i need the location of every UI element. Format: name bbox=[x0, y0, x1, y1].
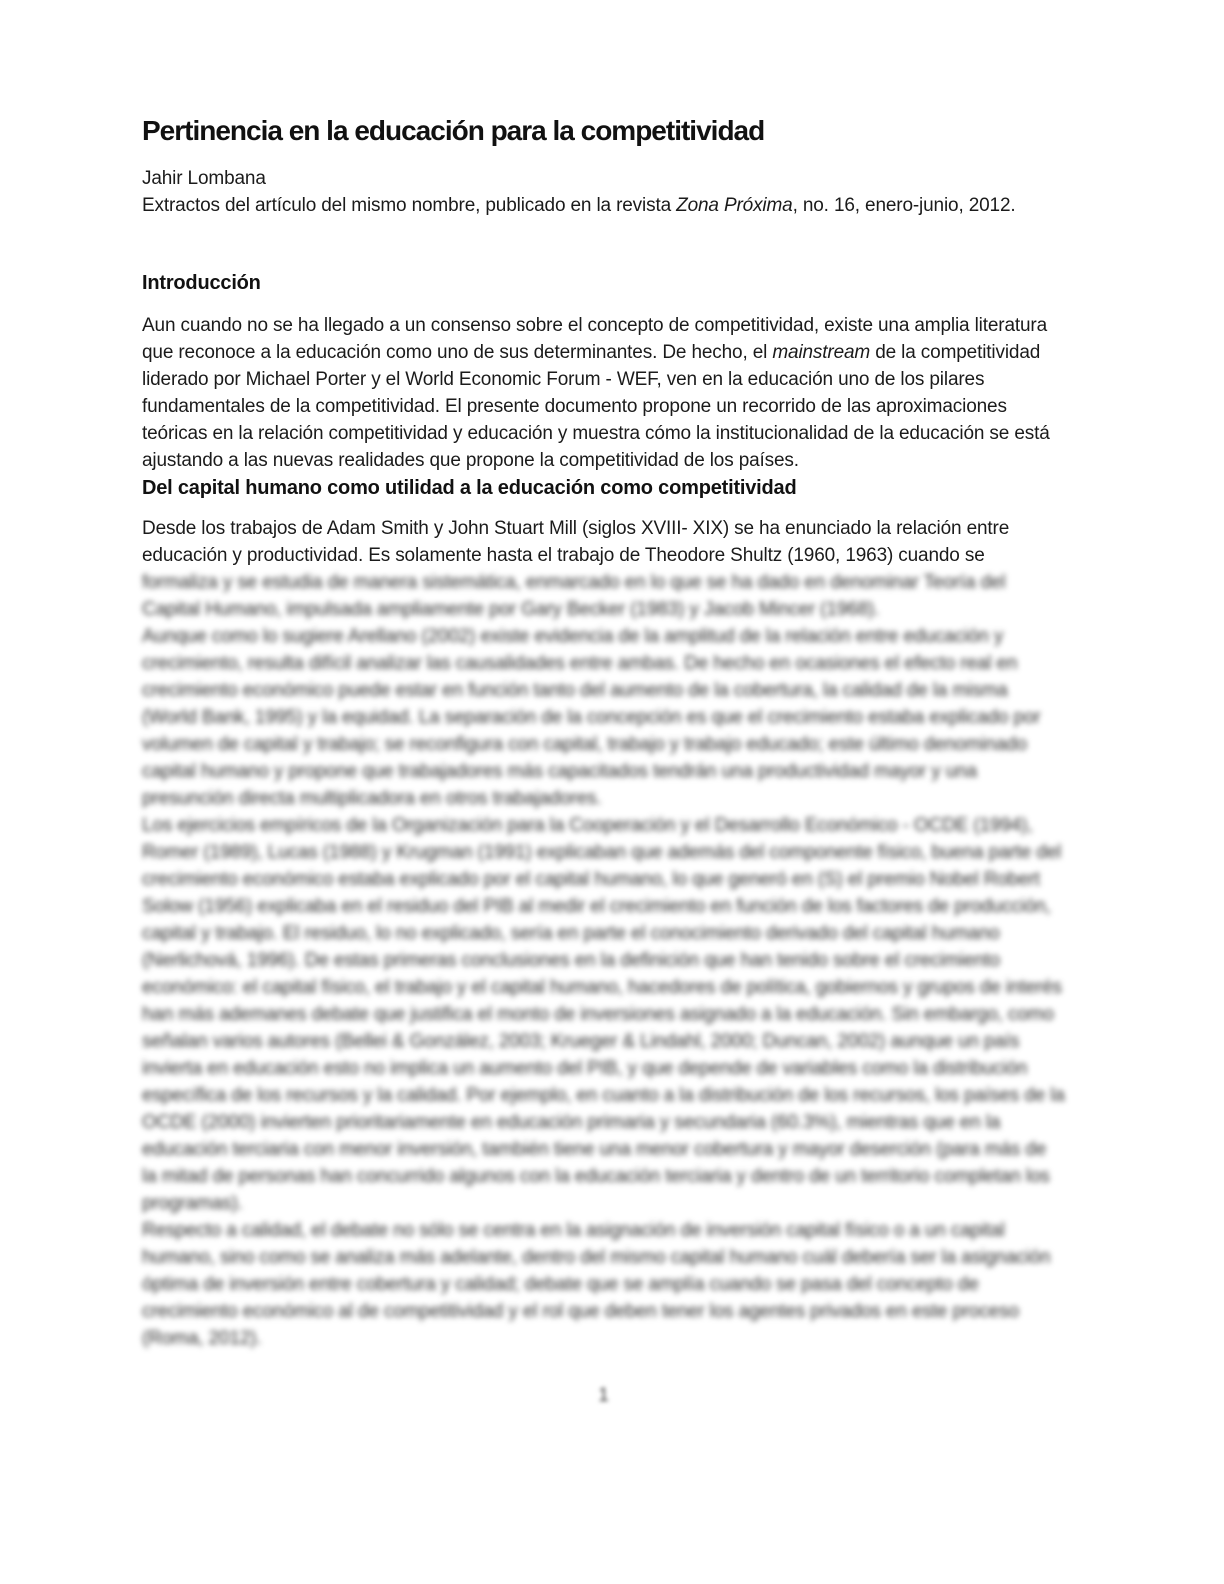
blurred-paragraph-3: Los ejercicios empíricos de la Organización para la Cooperación y el Desarrollo Económico - OCDE (1994), Romer (1989), Lucas (1988) y Krugman (1991) explicaban que además del componente físico, buena parte del crecimiento económico estaba explicado por el capital humano, lo que generó en (S) el premio Nobel Robert Solow (1956) explicaba en el residuo del PIB al medir el crecimiento en función de los factores de producción, capital y trabajo. El residuo, lo no explicado, sería en parte el conocimiento derivado del capital humano (Nerlichová, 1996). De estas primeras conclusiones en la definición que han tenido sobre el crecimiento económico: el capital físico, el trabajo y el capital humano, hacedores de política, gobiernos y grupos de interés han más ademanes debate que justifica el monto de inversiones asignado a la educación. Sin embargo, como señalan varios autores (Bellei & González, 2003; Krueger & Lindahl, 2000; Duncan, 2002) aunque un país invierta en educación esto no implica un aumento del PIB, y que depende de variables como la distribución específica de los recursos y la calidad. Por ejemplo, en cuanto a la distribución de los recursos, los países de la OCDE (2000) invierten prioritariamente en educación primaria y secundaria (60.3%), mientras que en la educación terciaria con menor inversión, también tiene una menor cobertura y mayor deserción (para más de la mitad de personas han concurrido algunos con la educación terciaria y dentro de un territorio completan los programas). bbox=[142, 815, 1065, 1214]
source-text-before: Extractos del artículo del mismo nombre, publicado en la revista bbox=[142, 195, 677, 216]
byline bbox=[142, 165, 1065, 219]
blurred-paragraph-4: Respecto a calidad, el debate no sólo se centra en la asignación de inversión capital físico o a un capital humano, sino como se analiza más adelante, dentro del mismo capital humano cuál debería ser la asignación óptima de inversión entre cobertura y calidad; debate que se amplía cuando se pasa del concepto de crecimiento económico al de competitividad y el rol que deben tener los agentes privados en este proceso (Roma, 2012). bbox=[142, 1220, 1051, 1349]
section-heading-introduccion: Introducción bbox=[142, 272, 261, 294]
intro-text-after-italic: de la competitividad liderado por Michael Porter y el World Economic Forum - WEF, ven en la educación uno de los pilares fundamentales de la competitividad. El presente documento propone un recorrido de las aproximaciones teóricas en la relación competitividad y educación y muestra cómo la institucionalidad de la educación se está ajustando a las nuevas realidades que propone la competitividad de los países. bbox=[142, 342, 1050, 471]
blurred-paragraph-2: Aunque como lo sugiere Arellano (2002) existe evidencia de la amplitud de la relación entre educación y crecimiento, resulta difícil analizar las causalidades entre ambas. De hecho en ocasiones el efecto real en crecimiento económico puede estar en función tanto del aumento de la cobertura, la calidad de la misma (World Bank, 1995) y la equidad. La separación de la concepción es que el crecimiento estaba explicado por volumen de capital y trabajo; se reconfigura con capital, trabajo y trabajo educado; este último denominado capital humano y propone que trabajadores más capacitados tendrán una productividad mayor y una presunción directa multiplicadora en otros trabajadores. bbox=[142, 626, 1041, 809]
intro-italic-word: mainstream bbox=[772, 342, 871, 363]
page-title: Pertinencia en la educación para la competitividad bbox=[142, 115, 765, 146]
author-name: Jahir Lombana bbox=[142, 168, 266, 189]
journal-name: Zona Próxima bbox=[676, 195, 793, 216]
intro-paragraph bbox=[142, 312, 1065, 474]
page-number: 1 bbox=[598, 1385, 609, 1406]
intro-text-before-italic: Aun cuando no se ha llegado a un consenso sobre el concepto de competitividad, existe una amplia literatura que reconoce a la educación como uno de sus determinantes. De hecho, el bbox=[142, 315, 1047, 363]
blurred-paragraph-tail: formaliza y se estudia de manera sistemática, enmarcado en lo que se ha dado en denominar Teoría del Capital Humano, impulsada ampliamente por Gary Becker (1983) y Jacob Mincer (1968). bbox=[142, 572, 1006, 620]
section-heading-capital-humano: Del capital humano como utilidad a la educación como competitividad bbox=[142, 477, 797, 499]
capital-paragraph-clear: Desde los trabajos de Adam Smith y John Stuart Mill (siglos XVIII- XIX) se ha enunciado la relación entre educación y productividad. Es solamente hasta el trabajo de Theodore Shultz (1960, 1963) cuando se bbox=[142, 518, 1010, 566]
source-text-after: , no. 16, enero-junio, 2012. bbox=[792, 195, 1016, 216]
